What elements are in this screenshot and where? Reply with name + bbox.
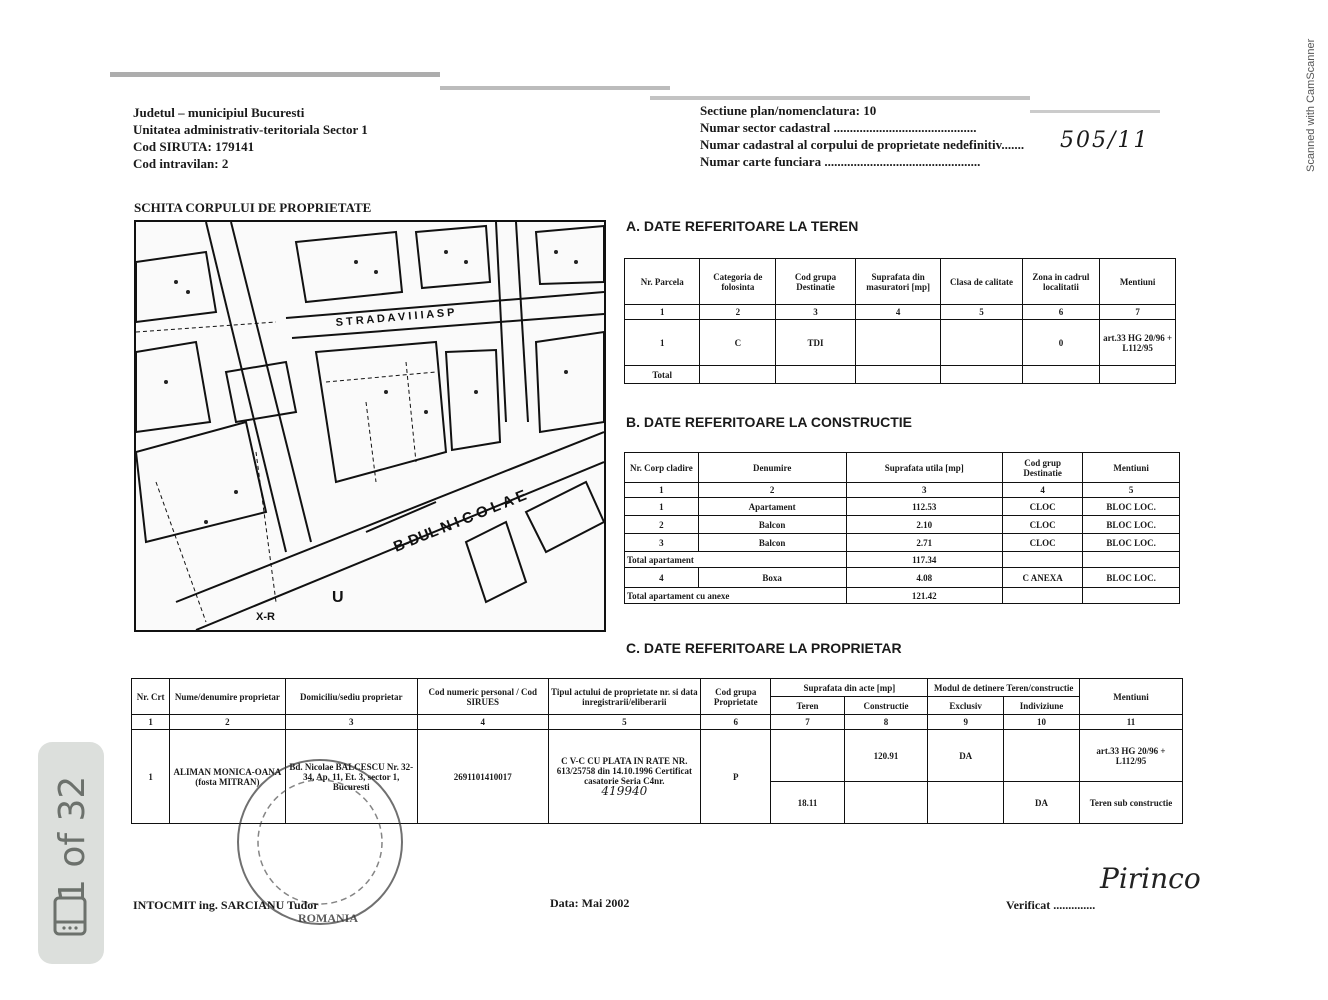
- b-row3-4: BLOC LOC.: [1083, 534, 1180, 552]
- b-header-3: Cod grup Destinatie: [1002, 453, 1082, 483]
- a-num-0: 1: [625, 305, 700, 320]
- b-row3-0: 3: [625, 534, 699, 552]
- a-cell-5: 0: [1022, 320, 1100, 366]
- b-total-apartament-value: 117.34: [846, 552, 1002, 568]
- b-row1-0: 1: [625, 498, 699, 516]
- c-header-exclusiv: Exclusiv: [928, 697, 1004, 715]
- c-header-tipul: Tipul actului de proprietate nr. si data inregistrarii/eliberarii: [548, 679, 701, 715]
- c-cell-domiciliu: Bd. Nicolae BALCESCU Nr. 32-34, Ap. 11, Et. 3, sector 1, Bucuresti: [285, 730, 418, 824]
- b-total-anexe-value: 121.42: [846, 588, 1002, 604]
- c-num-5: 6: [701, 715, 771, 730]
- b-total-apartament-label: Total apartament: [625, 552, 847, 568]
- scanner-watermark: [1300, 0, 1328, 180]
- page-counter-text: 1 of 32: [52, 775, 93, 902]
- c-cell-cod: 2691101410017: [418, 730, 549, 824]
- unitatea-text: Unitatea administrativ-teritoriala Sector 1: [133, 122, 368, 137]
- b-num-2: 3: [846, 483, 1002, 498]
- map-label-bdul: B-DUL N I C O L A E: [391, 486, 529, 556]
- b-row-1: [625, 498, 1180, 516]
- a-num-4: 5: [941, 305, 1022, 320]
- map-label-xr: X-R: [256, 611, 275, 623]
- cod-intravilan-text: Cod intravilan: 2: [133, 156, 229, 171]
- c-header-suprafata: Suprafata din acte [mp]: [771, 679, 928, 697]
- a-cell-0: 1: [625, 320, 700, 366]
- a-row-1: [625, 320, 1176, 366]
- b-row1-3: CLOC: [1002, 498, 1082, 516]
- c-num-10: 11: [1079, 715, 1182, 730]
- c-num-7: 8: [844, 715, 928, 730]
- numar-cadastral-handwritten: 505/11: [1060, 128, 1150, 153]
- section-a-title: A. DATE REFERITOARE LA TEREN: [626, 218, 859, 234]
- c-cell-tipul-text: C V-C CU PLATA IN RATE NR. 613/25758 din 14.10.1996 Certificat casatorie Seria C4nr.: [556, 756, 692, 786]
- b-row2-3: CLOC: [1002, 516, 1082, 534]
- b-row-boxa: [625, 568, 1180, 588]
- c-cell-mentiuni-1: art.33 HG 20/96 + L112/95: [1079, 730, 1182, 782]
- a-header-3: Suprafata din masuratori [mp]: [855, 259, 941, 305]
- a-cell-4: [941, 320, 1022, 366]
- a-header-4: Clasa de calitate: [941, 259, 1022, 305]
- a-num-2: 3: [776, 305, 856, 320]
- scanner-watermark-text: Scanned with CamScanner: [1305, 38, 1317, 172]
- signature: Pirinco: [1100, 862, 1201, 895]
- c-cell-cod-grupa: P: [701, 730, 771, 824]
- c-header-indiviziune: Indiviziune: [1003, 697, 1079, 715]
- b-header-1: Denumire: [698, 453, 846, 483]
- data-text: Data: Mai 2002: [550, 896, 630, 910]
- b-row2-0: 2: [625, 516, 699, 534]
- numar-sector-text: Numar sector cadastral ............................................: [700, 120, 977, 135]
- pages-icon[interactable]: [52, 892, 88, 940]
- c-header-nr: Nr. Crt: [132, 679, 170, 715]
- section-c-title: C. DATE REFERITOARE LA PROPRIETAR: [626, 640, 902, 656]
- section-b-title: B. DATE REFERITOARE LA CONSTRUCTIE: [626, 414, 912, 430]
- section-a-table: [624, 258, 1176, 384]
- c-num-4: 5: [548, 715, 701, 730]
- c-header-teren: Teren: [771, 697, 844, 715]
- b-num-1: 2: [698, 483, 846, 498]
- c-cell-tipul: [548, 730, 701, 824]
- c-cell-tipul-handwritten: 419940: [601, 784, 648, 798]
- cadastral-map: [134, 220, 606, 632]
- b-row-3: [625, 534, 1180, 552]
- a-header-0: Nr. Parcela: [625, 259, 700, 305]
- a-cell-6: art.33 HG 20/96 + L112/95: [1100, 320, 1176, 366]
- map-drawing: [136, 222, 604, 630]
- b-total-anexe-label: Total apartament cu anexe: [625, 588, 847, 604]
- a-header-5: Zona in cadrul localitatii: [1022, 259, 1100, 305]
- c-cell-teren: 18.11: [771, 782, 844, 824]
- c-num-9: 10: [1003, 715, 1079, 730]
- numar-carte-text: Numar carte funciara ................................................: [700, 154, 981, 169]
- map-label-strada: S T R A D A V I I I A S P: [335, 306, 455, 329]
- a-header-6: Mentiuni: [1100, 259, 1176, 305]
- c-num-6: 7: [771, 715, 844, 730]
- b-row3-1: Balcon: [698, 534, 846, 552]
- a-cell-3: [855, 320, 941, 366]
- judet-text: Judetul – municipiul Bucuresti: [133, 105, 305, 120]
- schita-title: SCHITA CORPULUI DE PROPRIETATE: [134, 200, 372, 215]
- c-num-0: 1: [132, 715, 170, 730]
- c-header-cod-grupa: Cod grupa Proprietate: [701, 679, 771, 715]
- b-boxa-4: BLOC LOC.: [1083, 568, 1180, 588]
- c-cell-nr: 1: [132, 730, 170, 824]
- b-row2-4: BLOC LOC.: [1083, 516, 1180, 534]
- c-header-mentiuni: Mentiuni: [1079, 679, 1182, 715]
- c-header-nume: Nume/denumire proprietar: [170, 679, 285, 715]
- a-header-1: Categoria de folosinta: [700, 259, 776, 305]
- page-counter: [44, 752, 98, 902]
- b-num-3: 4: [1002, 483, 1082, 498]
- b-header-2: Suprafata utila [mp]: [846, 453, 1002, 483]
- b-row1-2: 112.53: [846, 498, 1002, 516]
- b-row1-1: Apartament: [698, 498, 846, 516]
- a-total-label: Total: [625, 366, 700, 384]
- c-header-cod: Cod numeric personal / Cod SIRUES: [418, 679, 549, 715]
- c-header-domiciliu: Domiciliu/sediu proprietar: [285, 679, 418, 715]
- a-num-1: 2: [700, 305, 776, 320]
- a-num-5: 6: [1022, 305, 1100, 320]
- b-row3-2: 2.71: [846, 534, 1002, 552]
- b-row3-3: CLOC: [1002, 534, 1082, 552]
- c-num-3: 4: [418, 715, 549, 730]
- c-cell-indiviziune: DA: [1003, 782, 1079, 824]
- c-header-constructie: Constructie: [844, 697, 928, 715]
- a-header-2: Cod grupa Destinatie: [776, 259, 856, 305]
- map-label-u: U: [332, 589, 344, 606]
- c-num-2: 3: [285, 715, 418, 730]
- a-cell-1: C: [700, 320, 776, 366]
- c-cell-constructie: 120.91: [844, 730, 928, 782]
- b-boxa-2: 4.08: [846, 568, 1002, 588]
- b-boxa-3: C ANEXA: [1002, 568, 1082, 588]
- a-num-3: 4: [855, 305, 941, 320]
- c-cell-exclusiv: DA: [928, 730, 1004, 782]
- c-num-1: 2: [170, 715, 285, 730]
- c-cell-nume: ALIMAN MONICA-OANA (fosta MITRAN): [170, 730, 285, 824]
- b-num-0: 1: [625, 483, 699, 498]
- b-row-2: [625, 516, 1180, 534]
- section-b-table: [624, 452, 1180, 604]
- verificat-text: Verificat ..............: [1006, 898, 1096, 912]
- stamp-text: ROMANIA: [298, 911, 358, 925]
- cod-siruta-text: Cod SIRUTA: 179141: [133, 139, 255, 154]
- b-row1-4: BLOC LOC.: [1083, 498, 1180, 516]
- b-num-4: 5: [1083, 483, 1180, 498]
- b-boxa-0: 4: [625, 568, 699, 588]
- intocmit-text: INTOCMIT ing. SARCIANU Tudor: [133, 898, 319, 912]
- c-num-8: 9: [928, 715, 1004, 730]
- a-num-6: 7: [1100, 305, 1176, 320]
- b-header-0: Nr. Corp cladire: [625, 453, 699, 483]
- c-header-modul: Modul de detinere Teren/constructie: [928, 679, 1080, 697]
- numar-cadastral-text: Numar cadastral al corpului de proprietate nedefinitiv.......: [700, 137, 1025, 152]
- b-header-4: Mentiuni: [1083, 453, 1180, 483]
- b-row2-1: Balcon: [698, 516, 846, 534]
- b-boxa-1: Boxa: [698, 568, 846, 588]
- header-left: [133, 104, 553, 172]
- c-cell-mentiuni-2: Teren sub constructie: [1079, 782, 1182, 824]
- a-cell-2: TDI: [776, 320, 856, 366]
- sectiune-text: Sectiune plan/nomenclatura: 10: [700, 103, 877, 118]
- b-row2-2: 2.10: [846, 516, 1002, 534]
